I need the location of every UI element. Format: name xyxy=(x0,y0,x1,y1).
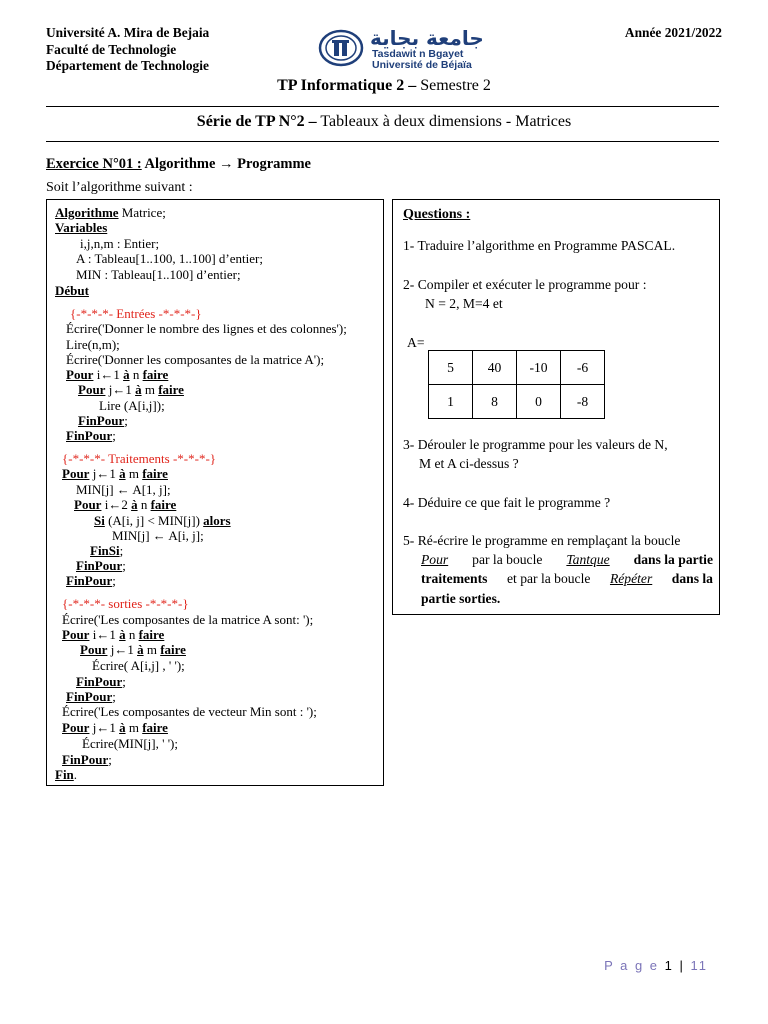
department-name: Département de Technologie xyxy=(46,58,209,73)
q5-text: et par la boucle xyxy=(503,571,594,586)
keyword: à xyxy=(135,382,142,397)
code-text: n xyxy=(125,627,139,642)
algo-line xyxy=(74,497,176,512)
code-text: ; xyxy=(119,543,124,558)
code-text: ; xyxy=(122,674,126,689)
page-separator: | xyxy=(673,958,691,973)
page-number: 1 xyxy=(664,958,674,973)
code-text: (A[i, j] < MIN[j]) xyxy=(104,513,204,528)
algo-line xyxy=(66,689,116,704)
question-5c xyxy=(421,569,713,589)
keyword: Pour xyxy=(78,382,106,397)
algo-line: Écrire('Les composantes de la matrice A sont: '); xyxy=(62,612,314,627)
algo-line xyxy=(62,752,112,767)
keyword: à xyxy=(119,720,126,735)
algo-line xyxy=(90,543,123,558)
serie-title xyxy=(0,113,768,131)
q5-text-bold: dans la xyxy=(668,571,713,586)
keyword: faire xyxy=(142,720,168,735)
algo-line xyxy=(66,573,116,588)
exercise-title: Algorithme → Programme xyxy=(141,156,311,172)
question-5b xyxy=(421,550,713,570)
matrix-cell: -8 xyxy=(561,385,605,419)
question-3a: 3- Dérouler le programme pour les valeurs de N, xyxy=(403,437,668,452)
exercise-label: Exercice N°01 : xyxy=(46,156,142,172)
algo-line xyxy=(62,627,164,642)
keyword: FinPour xyxy=(66,573,113,588)
page-footer xyxy=(604,958,708,973)
algo-line xyxy=(78,382,184,397)
matrix-cell: -6 xyxy=(561,351,605,385)
code-text: i←1 xyxy=(93,367,124,382)
question-5d: partie sorties. xyxy=(421,591,501,606)
university-emblem-icon xyxy=(318,28,364,68)
q5-pour: Pour xyxy=(421,552,449,567)
code-text: ; xyxy=(112,573,116,588)
header-institution xyxy=(46,25,209,75)
divider-top xyxy=(46,106,719,107)
comment-outputs: {-*-*-*- sorties -*-*-*-} xyxy=(62,596,189,611)
matrix-cell: -10 xyxy=(517,351,561,385)
algo-line xyxy=(94,513,231,528)
keyword: faire xyxy=(142,466,168,481)
algo-line xyxy=(55,220,107,235)
tp-title-rest: Semestre 2 xyxy=(416,77,491,94)
keyword: à xyxy=(119,466,126,481)
matrix-cell: 8 xyxy=(473,385,517,419)
algo-line: MIN : Tableau[1..100] d’entier; xyxy=(76,267,241,282)
keyword: FinPour xyxy=(78,413,125,428)
keyword: Pour xyxy=(62,466,90,481)
code-text: ; xyxy=(112,689,116,704)
q5-repeter: Répéter xyxy=(609,571,653,586)
keyword: faire xyxy=(158,382,184,397)
code-text: i←1 xyxy=(89,627,120,642)
university-logo xyxy=(318,28,518,72)
logo-arabic-text: جامعة بجاية xyxy=(370,26,484,50)
comment-inputs: {-*-*-*- Entrées -*-*-*-} xyxy=(70,306,202,321)
keyword: FinPour xyxy=(76,558,123,573)
keyword: Si xyxy=(94,513,105,528)
algo-line xyxy=(80,642,186,657)
keyword: Début xyxy=(55,283,89,298)
algo-line xyxy=(55,283,89,298)
algo-line: Écrire( A[i,j] , ' '); xyxy=(92,658,185,673)
algo-line xyxy=(55,205,166,220)
q5-text: par la boucle xyxy=(468,552,546,567)
keyword: Algorithme xyxy=(55,205,119,220)
code-text: j←1 xyxy=(105,382,136,397)
keyword: à xyxy=(137,642,144,657)
matrix-table xyxy=(428,350,605,419)
keyword: Fin xyxy=(55,767,74,782)
keyword: FinPour xyxy=(62,752,109,767)
keyword: Pour xyxy=(62,720,90,735)
algo-line xyxy=(66,428,116,443)
algo-line: Écrire('Donner le nombre des lignes et des colonnes'); xyxy=(66,321,347,336)
algorithm-box xyxy=(46,199,384,786)
code-text: j←1 xyxy=(89,720,120,735)
keyword: Pour xyxy=(66,367,94,382)
divider-bottom xyxy=(46,141,719,142)
algo-line: Lire(n,m); xyxy=(66,337,120,352)
keyword: faire xyxy=(160,642,186,657)
algo-line: i,j,n,m : Entier; xyxy=(80,236,160,251)
faculty-name: Faculté de Technologie xyxy=(46,41,177,57)
keyword: alors xyxy=(203,513,231,528)
code-text: m xyxy=(141,382,159,397)
algo-line xyxy=(76,558,126,573)
q5-traitements: traitements xyxy=(421,571,488,586)
question-5a: 5- Ré-écrire le programme en remplaçant la boucle xyxy=(403,533,681,548)
algo-line xyxy=(62,466,168,481)
keyword: Variables xyxy=(55,220,108,235)
algo-line xyxy=(66,367,168,382)
algo-line xyxy=(76,674,126,689)
algo-line: Écrire('Donner les composantes de la matrice A'); xyxy=(66,352,325,367)
algo-line xyxy=(62,720,168,735)
tp-title-bold: TP Informatique 2 – xyxy=(277,77,417,94)
algo-line: MIN[j] ← A[i, j]; xyxy=(112,528,204,543)
code-text: n xyxy=(129,367,143,382)
logo-kabyle-text: Tasdawit n Bgayet xyxy=(372,48,464,60)
serie-rest: Tableaux à deux dimensions - Matrices xyxy=(316,113,572,130)
algo-line: Écrire('Les composantes de vecteur Min sont : '); xyxy=(62,704,317,719)
keyword: FinPour xyxy=(66,428,113,443)
question-2c: A= xyxy=(407,335,425,350)
exercise-intro: Soit l’algorithme suivant : xyxy=(46,180,193,195)
exercise-heading xyxy=(46,156,311,173)
algo-line: Lire (A[i,j]); xyxy=(99,398,165,413)
question-2b: N = 2, M=4 et xyxy=(425,296,503,311)
q5-text-bold: dans la partie xyxy=(630,552,713,567)
code-text: ; xyxy=(124,413,128,428)
keyword: Pour xyxy=(80,642,108,657)
questions-title: Questions : xyxy=(403,207,471,222)
page-total: 11 xyxy=(690,958,708,973)
algo-line xyxy=(55,767,77,782)
algo-line: MIN[j] ← A[1, j]; xyxy=(76,482,171,497)
keyword: à xyxy=(131,497,138,512)
keyword: FinSi xyxy=(90,543,120,558)
algo-line: Écrire(MIN[j], ' '); xyxy=(82,736,179,751)
tp-title xyxy=(0,77,768,95)
question-1: 1- Traduire l’algorithme en Programme PASCAL. xyxy=(403,238,676,253)
code-text: i←2 xyxy=(101,497,132,512)
table-row xyxy=(429,385,605,419)
algo-line xyxy=(78,413,128,428)
code-text: m xyxy=(143,642,161,657)
matrix-cell: 1 xyxy=(429,385,473,419)
question-4: 4- Déduire ce que fait le programme ? xyxy=(403,495,611,510)
table-row xyxy=(429,351,605,385)
question-3b: M et A ci-dessus ? xyxy=(419,456,519,471)
keyword: Pour xyxy=(62,627,90,642)
page-label: P a g e xyxy=(604,958,665,973)
keyword: à xyxy=(123,367,130,382)
matrix-cell: 5 xyxy=(429,351,473,385)
code-text: j←1 xyxy=(89,466,120,481)
logo-french-text: Université de Béjaïa xyxy=(372,59,472,71)
q5-tantque: Tantque xyxy=(566,552,610,567)
keyword: à xyxy=(119,627,126,642)
code-text: . xyxy=(73,767,78,782)
keyword: FinPour xyxy=(76,674,123,689)
code-text: ; xyxy=(112,428,116,443)
code-text: m xyxy=(125,720,143,735)
code-text: m xyxy=(125,466,143,481)
algo-line: A : Tableau[1..100, 1..100] d’entier; xyxy=(76,251,263,266)
keyword: faire xyxy=(138,627,165,642)
code-text: ; xyxy=(108,752,112,767)
academic-year: Année 2021/2022 xyxy=(624,25,722,40)
comment-processing: {-*-*-*- Traitements -*-*-*-} xyxy=(62,451,217,466)
matrix-cell: 0 xyxy=(517,385,561,419)
serie-bold: Série de TP N°2 – xyxy=(196,113,317,130)
keyword: faire xyxy=(142,367,169,382)
code-text: Matrice; xyxy=(118,205,166,220)
code-text: n xyxy=(137,497,151,512)
keyword: faire xyxy=(150,497,177,512)
question-2a: 2- Compiler et exécuter le programme pour : xyxy=(403,277,647,292)
university-name: Université A. Mira de Bejaia xyxy=(46,25,210,40)
matrix-cell: 40 xyxy=(473,351,517,385)
keyword: Pour xyxy=(74,497,102,512)
keyword: FinPour xyxy=(66,689,113,704)
code-text: ; xyxy=(122,558,126,573)
code-text: j←1 xyxy=(107,642,138,657)
